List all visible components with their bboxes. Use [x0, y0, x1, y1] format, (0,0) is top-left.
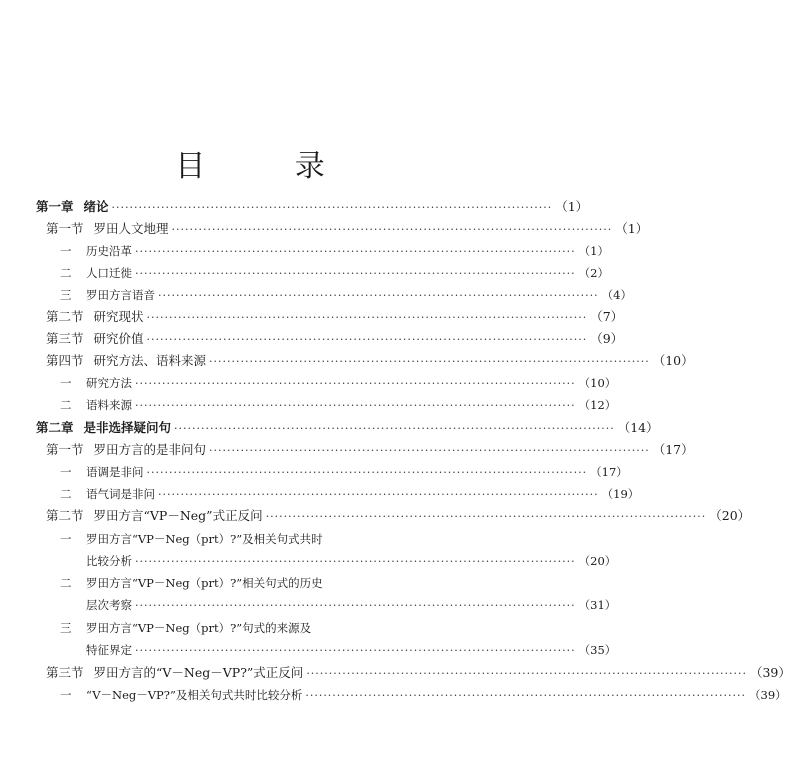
- toc-page: （2）: [578, 266, 609, 280]
- toc-entry[interactable]: [46, 219, 649, 239]
- toc-text-continued: 层次考察: [86, 598, 132, 612]
- toc-text: 研究现状: [93, 309, 144, 324]
- toc-label: 二: [60, 398, 72, 412]
- toc-entry[interactable]: [60, 285, 632, 305]
- toc-page: （17）: [590, 465, 628, 479]
- toc-entry[interactable]: [60, 529, 446, 549]
- toc-text: 罗田方言“VP－Neg（prt）?”相关句式的历史: [86, 576, 323, 590]
- toc-entry-continuation[interactable]: [86, 640, 617, 660]
- toc-entry[interactable]: [60, 373, 617, 393]
- toc-entry[interactable]: [46, 440, 694, 460]
- toc-text: 语料来源: [86, 398, 132, 412]
- toc-page: （39）: [749, 688, 787, 702]
- toc-entry[interactable]: [36, 197, 589, 217]
- toc-entry[interactable]: [60, 484, 640, 504]
- toc-label: 第二节: [46, 508, 84, 523]
- toc-entry[interactable]: [46, 351, 694, 371]
- toc-label: 三: [60, 288, 72, 302]
- toc-leader: ··································································································: [265, 510, 707, 523]
- toc-label: 一: [60, 688, 72, 702]
- toc-entry[interactable]: [60, 462, 628, 482]
- toc-label: 二: [60, 266, 72, 280]
- toc-label: 二: [60, 487, 72, 501]
- toc-entry[interactable]: [46, 329, 624, 349]
- toc-entry[interactable]: [46, 307, 624, 327]
- toc-leader: ··································································································: [135, 377, 576, 390]
- toc-leader: ··································································································: [135, 245, 576, 258]
- toc-text: 罗田方言“VP－Neg”式正反问: [93, 508, 263, 523]
- toc-leader: ··································································································: [158, 289, 599, 302]
- toc-page: （14）: [617, 420, 659, 435]
- toc-page: （10）: [578, 376, 617, 390]
- toc-page: （20）: [578, 554, 617, 568]
- toc-leader: ··································································································: [135, 267, 576, 280]
- toc-text: 人口迁徙: [86, 266, 132, 280]
- toc-entry[interactable]: [60, 395, 617, 415]
- toc-entry[interactable]: [60, 263, 609, 283]
- toc-page: （12）: [578, 398, 617, 412]
- toc-leader: ··································································································: [174, 422, 615, 435]
- toc-text: 语气词是非问: [86, 487, 155, 501]
- toc-leader: ··································································································: [135, 399, 576, 412]
- toc-text-continued: 比较分析: [86, 554, 132, 568]
- toc-page: （31）: [578, 598, 617, 612]
- toc-label: 第二节: [46, 309, 84, 324]
- toc-entry[interactable]: [60, 241, 609, 261]
- toc-text: 罗田方言“VP－Neg（prt）?”句式的来源及: [86, 621, 312, 635]
- toc-leader: ··································································································: [135, 644, 576, 657]
- toc-label: 一: [60, 532, 72, 546]
- toc-label: 第三节: [46, 665, 84, 680]
- toc-entry[interactable]: [36, 418, 659, 438]
- toc-leader: ··································································································: [209, 444, 650, 457]
- toc-page: （1）: [615, 221, 649, 236]
- toc-page: （1）: [578, 244, 609, 258]
- toc-text: 绪论: [83, 199, 109, 214]
- page-title: 目 录: [175, 149, 365, 184]
- toc-label: 一: [60, 244, 72, 258]
- toc-entry-continuation[interactable]: [86, 551, 617, 571]
- toc-page: （9）: [590, 331, 624, 346]
- toc-leader: ··································································································: [306, 667, 747, 680]
- toc-text: 研究方法、语料来源: [93, 353, 207, 368]
- toc-leader: ··································································································: [209, 355, 650, 368]
- toc-leader: ··································································································: [135, 599, 576, 612]
- toc-text: 研究方法: [86, 376, 132, 390]
- toc-page: （20）: [709, 508, 751, 523]
- toc-leader: ··································································································: [171, 223, 613, 236]
- toc-entry-continuation[interactable]: [86, 595, 617, 615]
- toc-entry[interactable]: [60, 573, 446, 593]
- toc-entry[interactable]: [46, 506, 751, 526]
- toc-page: （4）: [601, 288, 632, 302]
- toc-leader: ··································································································: [111, 201, 553, 214]
- toc-label: 第四节: [46, 353, 84, 368]
- toc-label: 一: [60, 465, 72, 479]
- toc-label: 二: [60, 576, 72, 590]
- toc-leader: ··································································································: [146, 311, 588, 324]
- toc-text: 研究价值: [93, 331, 144, 346]
- toc-page: （35）: [578, 643, 617, 657]
- toc-text-continued: 特征界定: [86, 643, 132, 657]
- toc-text: 历史沿革: [86, 244, 132, 258]
- toc-leader: ··································································································: [305, 689, 746, 702]
- toc-leader: ··································································································: [158, 488, 599, 501]
- toc-text: “V－Neg－VP?”及相关句式共时比较分析: [86, 688, 303, 702]
- toc-label: 第二章: [36, 420, 74, 435]
- toc-page: （19）: [601, 487, 640, 501]
- toc-text: 罗田方言的“V－Neg－VP?”式正反问: [93, 665, 304, 680]
- toc-label: 第一章: [36, 199, 74, 214]
- toc-text: 罗田方言的是非问句: [93, 442, 207, 457]
- toc-page: （17）: [652, 442, 694, 457]
- toc-page: （10）: [652, 353, 694, 368]
- toc-label: 第三节: [46, 331, 84, 346]
- toc-leader: ··································································································: [146, 333, 588, 346]
- toc-text: 罗田方言语音: [86, 288, 155, 302]
- toc-label: 第一节: [46, 442, 84, 457]
- toc-leader: ··································································································: [135, 555, 576, 568]
- toc-entry[interactable]: [60, 685, 787, 705]
- toc-page: （7）: [590, 309, 624, 324]
- toc-label: 第一节: [46, 221, 84, 236]
- toc-text: 是非选择疑问句: [83, 420, 172, 435]
- toc-entry[interactable]: [46, 663, 791, 683]
- toc-entry[interactable]: [60, 618, 446, 638]
- toc-label: 三: [60, 621, 72, 635]
- toc-page: （39）: [749, 665, 791, 680]
- toc-label: 一: [60, 376, 72, 390]
- toc-text: 罗田方言“VP－Neg（prt）?”及相关句式共时: [86, 532, 323, 546]
- toc-text: 语调是非问: [86, 465, 144, 479]
- toc-text: 罗田人文地理: [93, 221, 169, 236]
- toc-page: （1）: [555, 199, 589, 214]
- toc-leader: ··································································································: [146, 466, 588, 479]
